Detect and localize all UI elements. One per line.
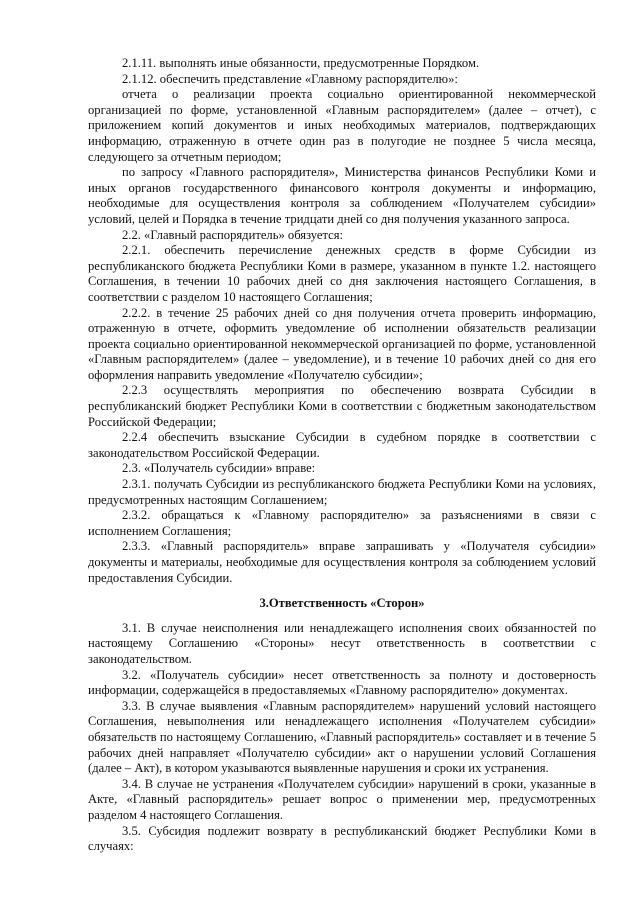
paragraph-3-1: 3.1. В случае неисполнения или ненадлежащего исполнения своих обязанностей по настоящему Соглашению «Стороны» несут ответственность в соответствии с законодательством. [88, 620, 596, 666]
paragraph-2-2-2: 2.2.2. в течение 25 рабочих дней со дня получения отчета проверить информацию, отраженную в отчете, оформить уведомление об исполнении обязательств реализации проекта социально ориентированной некоммерческой организацией по форме, установленной «Главным распорядителем» (далее – уведомление), и в течение 10 рабочих дней со дня его оформления направить уведомление «Получателю субсидии»; [88, 305, 596, 382]
paragraph-2-3-3: 2.3.3. «Главный распорядитель» вправе запрашивать у «Получателя субсидии» документы и материалы, необходимые для осуществления контроля за соблюдением условий предоставления Субсидии. [88, 539, 596, 585]
paragraph-request: по запросу «Главного распорядителя», Министерства финансов Республики Коми и иных органов государственного финансового контроля документы и информацию, необходимые для осуществления контроля за соблюдением «Получателем субсидии» условий, целей и Порядка в течение тридцати дней со дня получения указанного запроса. [88, 165, 596, 226]
paragraph-2-2-3: 2.2.3 осуществлять мероприятия по обеспечению возврата Субсидии в республиканский бюджет Республики Коми в соответствии с бюджетным законодательством Российской Федерации; [88, 383, 596, 429]
paragraph-3-2: 3.2. «Получатель субсидии» несет ответственность за полноту и достоверность информации, содержащейся в предоставляемых «Главному распорядителю» документах. [88, 667, 596, 698]
paragraph-2-3-1: 2.3.1. получать Субсидии из республиканского бюджета Республики Коми на условиях, предусмотренных настоящим Соглашением; [88, 477, 596, 507]
section-heading: 3.Ответственность «Сторон» [259, 596, 425, 611]
paragraph-2-1-12: 2.1.12. обеспечить представление «Главному распорядителю»: [122, 71, 458, 86]
paragraph-2-3: 2.3. «Получатель субсидии» вправе: [122, 461, 316, 476]
paragraph-2-3-2: 2.3.2. обращаться к «Главному распорядителю» за разъяснениями в связи с исполнением Соглашения; [88, 508, 596, 538]
paragraph-2-2: 2.2. «Главный распорядитель» обязуется: [122, 227, 344, 242]
paragraph-2-2-1: 2.2.1. обеспечить перечисление денежных средств в форме Субсидии из республиканского бюджета Республики Коми в размере, указанном в пункте 1.2. настоящего Соглашения, в течении 10 рабочих дней со дня заключения настоящего Соглашения, в соответствии с разделом 10 настоящего Соглашения; [88, 243, 596, 304]
paragraph-2-2-4: 2.2.4 обеспечить взыскание Субсидии в судебном порядке в соответствии с законодательством Российской Федерации. [88, 430, 596, 460]
section-3-responsibility [88, 596, 596, 855]
section-2-obligations [88, 56, 596, 586]
paragraph-3-4: 3.4. В случае не устранения «Получателем субсидии» нарушений в сроки, указанные в Акте, «Главный распорядитель» решает вопрос о применении мер, предусмотренных разделом 4 настоящего Соглашения. [88, 776, 596, 822]
paragraph-report: отчета о реализации проекта социально ориентированной некоммерческой организацией по форме, установленной «Главным распорядителем» (далее – отчет), с приложением копий документов и иных необходимых материалов, подтверждающих информацию, отраженную в отчете один раз в полугодие не позднее 5 числа месяца, следующего за отчетным периодом; [88, 87, 596, 164]
paragraph-3-5: 3.5. Субсидия подлежит возврату в республиканский бюджет Республики Коми в случаях: [88, 823, 596, 854]
paragraph-2-1-11: 2.1.11. выполнять иные обязанности, предусмотренные Порядком. [122, 56, 480, 70]
paragraph-3-3: 3.3. В случае выявления «Главным распорядителем» нарушений условий настоящего Соглашения, невыполнения или ненадлежащего исполнения «Получателем субсидии» обязательств по настоящему Соглашению, «Главный распорядитель» составляет и в течение 5 рабочих дней направляет «Получателю субсидии» акт о нарушении условий Соглашения (далее – Акт), в котором указываются выявленные нарушения и сроки их устранения. [88, 698, 596, 776]
